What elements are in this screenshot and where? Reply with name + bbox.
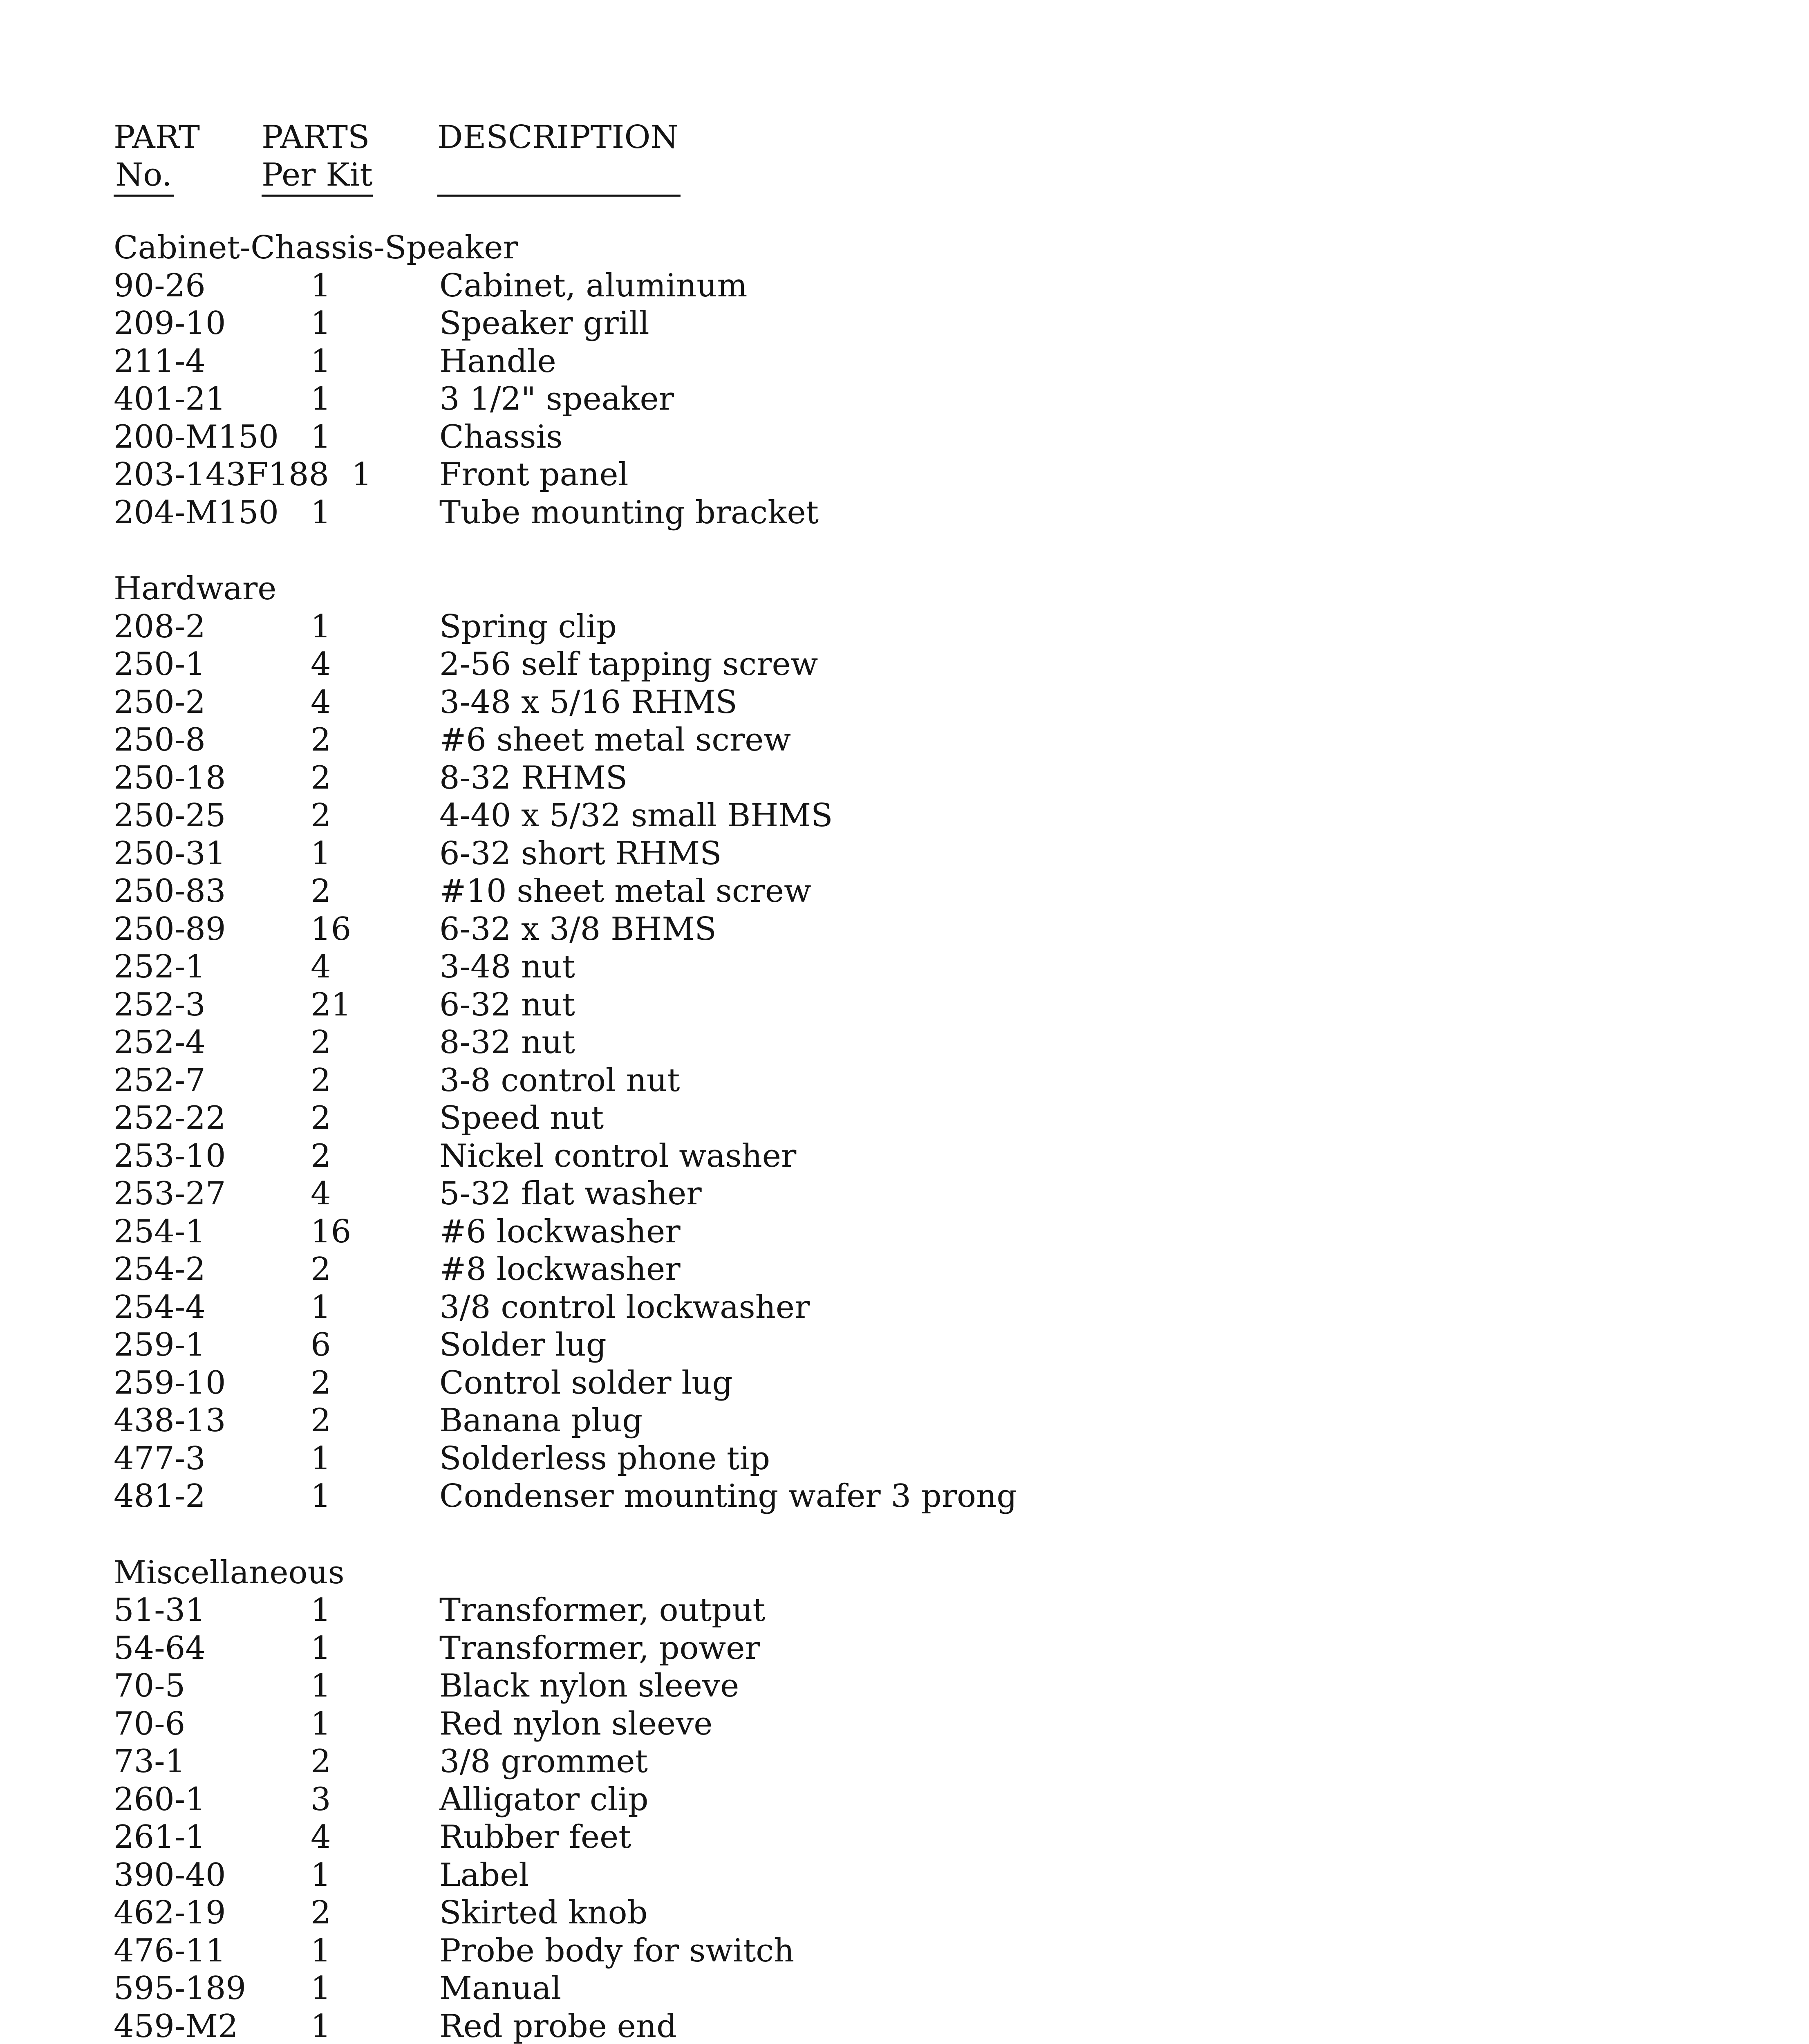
part-number: 260-1 bbox=[114, 1781, 206, 1818]
parts-per-kit: 4 bbox=[311, 646, 331, 683]
parts-row bbox=[0, 759, 1809, 797]
part-description: Manual bbox=[439, 1970, 562, 2007]
parts-row bbox=[0, 1894, 1809, 1932]
part-number: 200-M150 bbox=[114, 418, 279, 455]
part-description: Rubber feet bbox=[439, 1819, 631, 1856]
part-number: 254-1 bbox=[114, 1213, 206, 1250]
part-description: Chassis bbox=[439, 418, 563, 455]
parts-row bbox=[0, 1743, 1809, 1781]
part-number: 204-M150 bbox=[114, 494, 279, 531]
part-description: #6 lockwasher bbox=[439, 1213, 681, 1250]
part-description: 3-48 x 5/16 RHMS bbox=[439, 684, 737, 721]
parts-section bbox=[0, 229, 1809, 531]
parts-per-kit: 6 bbox=[311, 1327, 331, 1363]
part-number: 250-31 bbox=[114, 835, 226, 872]
part-description: Banana plug bbox=[439, 1402, 643, 1439]
part-description: 8-32 RHMS bbox=[439, 759, 628, 796]
parts-per-kit: 1 bbox=[311, 343, 331, 380]
part-description: Transformer, power bbox=[439, 1629, 760, 1667]
part-number: 401-21 bbox=[114, 381, 226, 417]
parts-per-kit: 2 bbox=[311, 1100, 331, 1136]
parts-row bbox=[0, 797, 1809, 835]
part-description: #8 lockwasher bbox=[439, 1251, 681, 1288]
parts-row bbox=[0, 1818, 1809, 1856]
parts-per-kit: 2 bbox=[311, 759, 331, 796]
part-description: Label bbox=[439, 1856, 529, 1894]
part-description: #10 sheet metal screw bbox=[439, 873, 811, 910]
parts-per-kit: 1 bbox=[311, 418, 331, 455]
part-number: 254-4 bbox=[114, 1289, 206, 1326]
parts-row bbox=[0, 456, 1809, 494]
parts-per-kit: 4 bbox=[311, 948, 331, 985]
parts-row bbox=[0, 1591, 1809, 1629]
parts-per-kit: 2 bbox=[311, 1251, 331, 1288]
part-description: Red probe end bbox=[439, 2008, 677, 2044]
parts-row bbox=[0, 645, 1809, 684]
parts-section bbox=[0, 570, 1809, 1515]
parts-row bbox=[0, 380, 1809, 418]
parts-row bbox=[0, 1175, 1809, 1213]
parts-per-kit: 2 bbox=[311, 873, 331, 910]
parts-row bbox=[0, 1629, 1809, 1667]
part-number: 462-19 bbox=[114, 1894, 226, 1931]
parts-per-kit: 1 bbox=[311, 1856, 331, 1894]
parts-row bbox=[0, 305, 1809, 343]
header-parts-per-kit bbox=[262, 119, 373, 197]
part-number: 259-1 bbox=[114, 1327, 206, 1363]
part-number: 51-31 bbox=[114, 1592, 206, 1629]
parts-row bbox=[0, 1781, 1809, 1819]
part-description: 3 1/2" speaker bbox=[439, 381, 674, 417]
part-number: 477-3 bbox=[114, 1440, 206, 1477]
parts-row bbox=[0, 2008, 1809, 2044]
part-number: 203-143F188 bbox=[114, 456, 329, 493]
part-description: 3/8 control lockwasher bbox=[439, 1289, 810, 1326]
parts-per-kit: 4 bbox=[311, 1819, 331, 1856]
header-description bbox=[437, 119, 678, 156]
header-part-no bbox=[114, 119, 200, 197]
parts-row bbox=[0, 1440, 1809, 1478]
parts-per-kit: 1 bbox=[311, 305, 331, 342]
part-number: 211-4 bbox=[114, 343, 206, 380]
parts-per-kit: 3 bbox=[311, 1781, 331, 1818]
part-description: 6-32 nut bbox=[439, 986, 575, 1023]
part-description: 6-32 short RHMS bbox=[439, 835, 722, 872]
parts-row bbox=[0, 835, 1809, 873]
parts-row bbox=[0, 1932, 1809, 1970]
parts-row bbox=[0, 721, 1809, 759]
parts-per-kit: 4 bbox=[311, 1175, 331, 1212]
header-part-no-line2: No. bbox=[114, 156, 174, 197]
part-description: Solderless phone tip bbox=[439, 1440, 770, 1477]
parts-row bbox=[0, 1137, 1809, 1175]
part-description: 8-32 nut bbox=[439, 1024, 575, 1061]
part-description: Tube mounting bracket bbox=[439, 494, 819, 531]
part-number: 90-26 bbox=[114, 267, 206, 304]
parts-row bbox=[0, 1251, 1809, 1289]
part-number: 476-11 bbox=[114, 1932, 226, 1969]
parts-per-kit: 1 bbox=[311, 608, 331, 645]
part-number: 250-2 bbox=[114, 684, 206, 721]
parts-per-kit: 2 bbox=[311, 1062, 331, 1099]
header-part-no-line1: PART bbox=[114, 119, 200, 156]
part-number: 259-10 bbox=[114, 1364, 226, 1401]
parts-row bbox=[0, 948, 1809, 986]
parts-row bbox=[0, 1326, 1809, 1364]
part-number: 252-4 bbox=[114, 1024, 206, 1061]
part-number: 253-10 bbox=[114, 1137, 226, 1174]
parts-per-kit: 1 bbox=[311, 1289, 331, 1326]
part-description: Front panel bbox=[439, 456, 629, 493]
parts-per-kit: 21 bbox=[311, 986, 352, 1023]
part-description: 3-8 control nut bbox=[439, 1062, 680, 1099]
parts-per-kit: 1 bbox=[311, 1629, 331, 1667]
parts-per-kit: 2 bbox=[311, 1137, 331, 1174]
parts-per-kit: 1 bbox=[311, 1440, 331, 1477]
parts-row bbox=[0, 1856, 1809, 1894]
parts-row bbox=[0, 1364, 1809, 1402]
parts-row bbox=[0, 1099, 1809, 1137]
parts-per-kit: 2 bbox=[311, 1743, 331, 1780]
parts-row bbox=[0, 872, 1809, 910]
part-number: 250-25 bbox=[114, 797, 226, 834]
part-description: Probe body for switch bbox=[439, 1932, 795, 1969]
part-number: 253-27 bbox=[114, 1175, 226, 1212]
parts-per-kit: 1 bbox=[311, 1478, 331, 1515]
part-description: 3-48 nut bbox=[439, 948, 575, 985]
part-description: Skirted knob bbox=[439, 1894, 648, 1931]
parts-per-kit: 1 bbox=[311, 1667, 331, 1704]
part-description: Speaker grill bbox=[439, 305, 649, 342]
parts-row bbox=[0, 1667, 1809, 1705]
part-description: 4-40 x 5/32 small BHMS bbox=[439, 797, 833, 834]
part-number: 252-22 bbox=[114, 1100, 226, 1136]
parts-per-kit: 2 bbox=[311, 722, 331, 758]
parts-per-kit: 2 bbox=[311, 1364, 331, 1401]
part-number: 250-8 bbox=[114, 722, 206, 758]
part-number: 595-189 bbox=[114, 1970, 246, 2007]
part-description: Cabinet, aluminum bbox=[439, 267, 748, 304]
parts-row bbox=[0, 986, 1809, 1024]
part-description: Handle bbox=[439, 343, 556, 380]
parts-per-kit: 2 bbox=[311, 1894, 331, 1931]
parts-per-kit: 1 bbox=[311, 267, 331, 304]
part-number: 252-3 bbox=[114, 986, 206, 1023]
header-parts-per-kit-line2: Per Kit bbox=[262, 156, 373, 197]
part-number: 73-1 bbox=[114, 1743, 186, 1780]
parts-list bbox=[0, 229, 1809, 2044]
parts-per-kit: 2 bbox=[311, 797, 331, 834]
parts-row bbox=[0, 343, 1809, 381]
parts-per-kit: 2 bbox=[311, 1402, 331, 1439]
parts-per-kit: 16 bbox=[311, 1213, 352, 1250]
part-number: 254-2 bbox=[114, 1251, 206, 1288]
part-number: 390-40 bbox=[114, 1856, 226, 1894]
part-number: 250-89 bbox=[114, 910, 226, 948]
parts-per-kit: 1 bbox=[311, 1705, 331, 1742]
part-description: #6 sheet metal screw bbox=[439, 722, 791, 758]
parts-per-kit: 1 bbox=[352, 456, 372, 493]
section-title: Cabinet-Chassis-Speaker bbox=[114, 229, 518, 266]
parts-per-kit: 1 bbox=[311, 835, 331, 872]
parts-per-kit: 1 bbox=[311, 1592, 331, 1629]
part-number: 70-5 bbox=[114, 1667, 186, 1704]
part-description: Spring clip bbox=[439, 608, 617, 645]
parts-row bbox=[0, 608, 1809, 646]
parts-row bbox=[0, 418, 1809, 456]
parts-row bbox=[0, 1402, 1809, 1440]
parts-section bbox=[0, 1554, 1809, 2044]
parts-per-kit: 1 bbox=[311, 2008, 331, 2044]
part-description: Nickel control washer bbox=[439, 1137, 797, 1174]
part-description: Red nylon sleeve bbox=[439, 1705, 713, 1742]
part-number: 481-2 bbox=[114, 1478, 206, 1515]
section-title: Miscellaneous bbox=[114, 1554, 345, 1591]
parts-per-kit: 1 bbox=[311, 494, 331, 531]
part-number: 261-1 bbox=[114, 1819, 206, 1856]
part-number: 70-6 bbox=[114, 1705, 186, 1742]
parts-per-kit: 4 bbox=[311, 684, 331, 721]
part-description: 5-32 flat washer bbox=[439, 1175, 702, 1212]
part-description: Transformer, output bbox=[439, 1592, 766, 1629]
header-description-line1: DESCRIPTION bbox=[437, 119, 678, 156]
part-number: 250-18 bbox=[114, 759, 226, 796]
part-description: Condenser mounting wafer 3 prong bbox=[439, 1478, 1017, 1515]
parts-per-kit: 1 bbox=[311, 1932, 331, 1969]
parts-row bbox=[0, 1213, 1809, 1251]
part-description: Solder lug bbox=[439, 1327, 607, 1363]
part-number: 459-M2 bbox=[114, 2008, 238, 2044]
parts-row bbox=[0, 910, 1809, 948]
parts-row bbox=[0, 684, 1809, 722]
part-number: 209-10 bbox=[114, 305, 226, 342]
parts-per-kit: 1 bbox=[311, 1970, 331, 2007]
part-description: 2-56 self tapping screw bbox=[439, 646, 818, 683]
parts-row bbox=[0, 1970, 1809, 2008]
parts-row bbox=[0, 1705, 1809, 1743]
part-number: 250-83 bbox=[114, 873, 226, 910]
part-description: Speed nut bbox=[439, 1100, 604, 1136]
parts-row bbox=[0, 1289, 1809, 1327]
parts-per-kit: 16 bbox=[311, 910, 352, 948]
part-number: 54-64 bbox=[114, 1629, 206, 1667]
section-title: Hardware bbox=[114, 570, 277, 607]
part-description: 6-32 x 3/8 BHMS bbox=[439, 910, 716, 948]
parts-per-kit: 2 bbox=[311, 1024, 331, 1061]
parts-row bbox=[0, 1024, 1809, 1062]
part-description: Control solder lug bbox=[439, 1364, 733, 1401]
parts-row bbox=[0, 1062, 1809, 1100]
part-description: Alligator clip bbox=[439, 1781, 649, 1818]
parts-row bbox=[0, 267, 1809, 305]
part-description: 3/8 grommet bbox=[439, 1743, 648, 1780]
part-number: 252-7 bbox=[114, 1062, 206, 1099]
part-description: Black nylon sleeve bbox=[439, 1667, 739, 1704]
parts-row bbox=[0, 494, 1809, 532]
description-underline bbox=[437, 195, 681, 197]
parts-per-kit: 1 bbox=[311, 381, 331, 417]
parts-row bbox=[0, 1477, 1809, 1515]
part-number: 438-13 bbox=[114, 1402, 226, 1439]
part-number: 208-2 bbox=[114, 608, 206, 645]
part-number: 252-1 bbox=[114, 948, 206, 985]
header-parts-per-kit-line1: PARTS bbox=[262, 119, 370, 156]
part-number: 250-1 bbox=[114, 646, 206, 683]
